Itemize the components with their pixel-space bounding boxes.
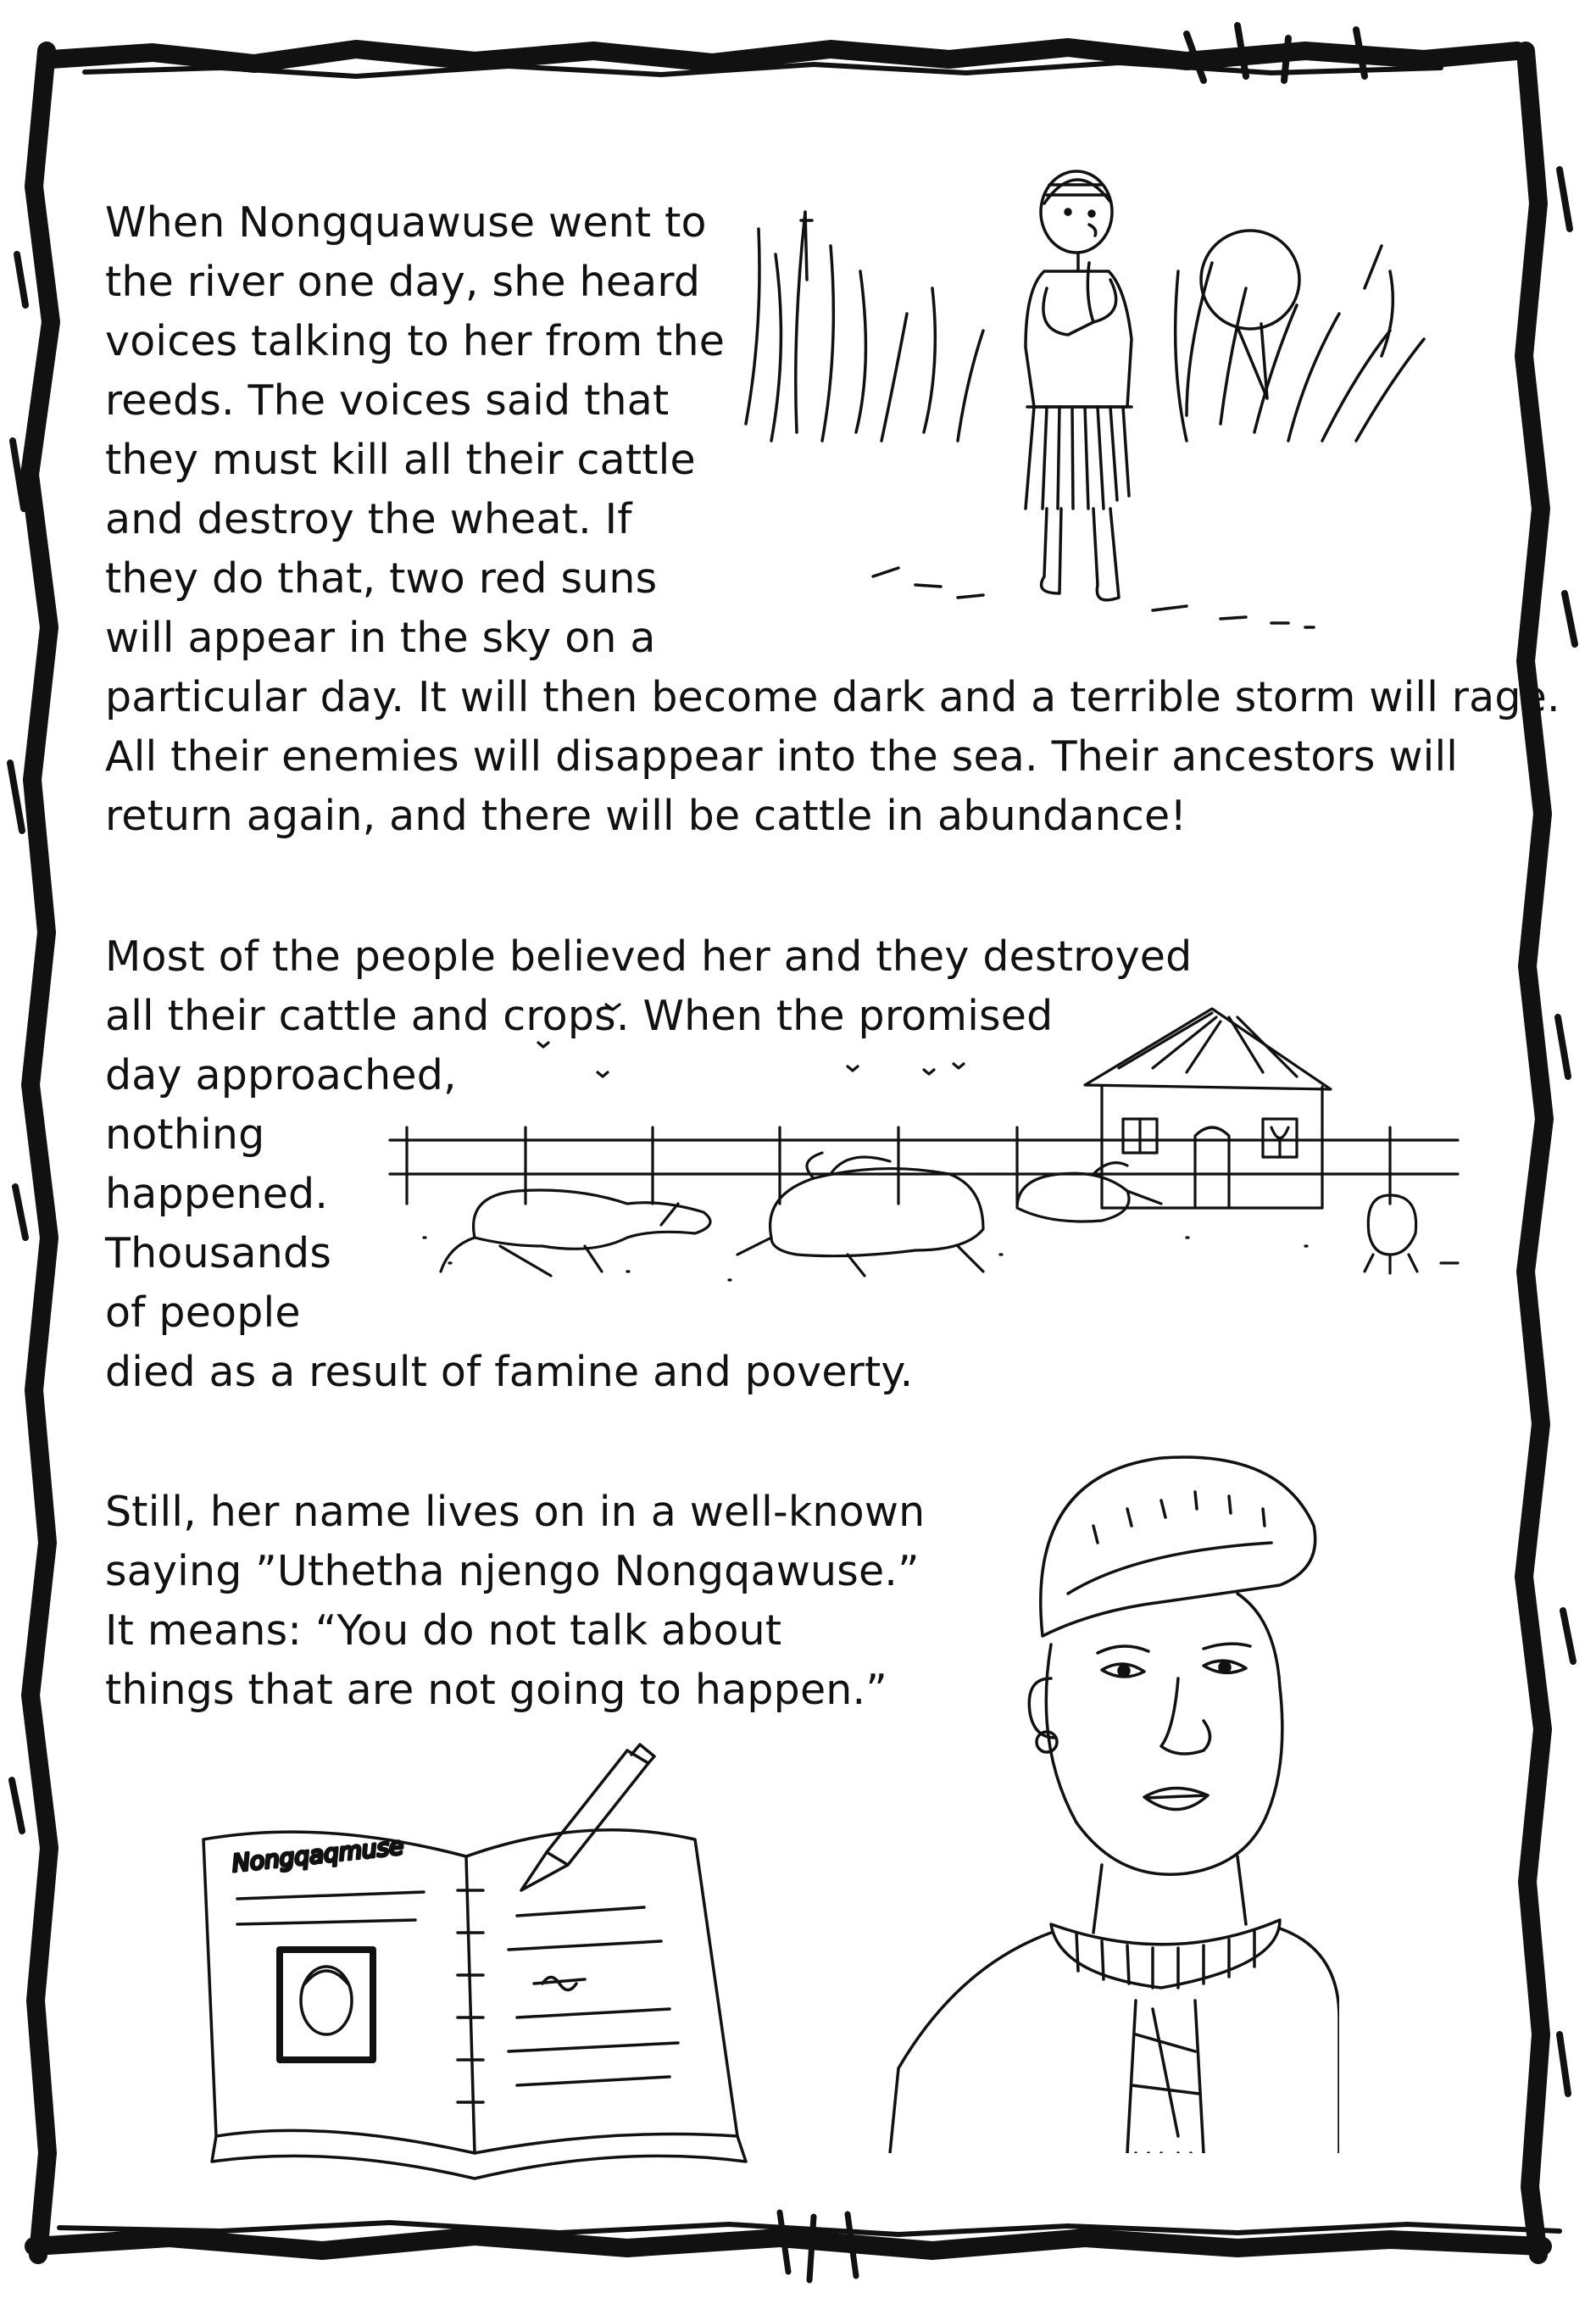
open-book-with-pen-illustration [186, 1738, 814, 2187]
woman-portrait-illustration [881, 1424, 1339, 2153]
paragraph-2-line: died as a result of famine and poverty. [105, 1348, 914, 1396]
paragraph-1-line: and destroy the wheat. If [105, 495, 632, 543]
paragraph-1-line: reeds. The voices said that [105, 376, 670, 425]
paragraph-3-line: things that are not going to happen.” [105, 1666, 887, 1714]
paragraph-1-line: When Nongquawuse went to [105, 198, 707, 247]
paragraph-2-line: Most of the people believed her and they destroyed [105, 932, 1193, 981]
paragraph-2-line: of people [105, 1288, 301, 1337]
paragraph-2-line: happened. [105, 1170, 329, 1218]
paragraph-1-line: they do that, two red suns [105, 554, 658, 603]
paragraph-2-line: day approached, [105, 1051, 457, 1099]
paragraph-3-line: It means: “You do not talk about [105, 1606, 782, 1655]
paragraph-1-line: the river one day, she heard [105, 258, 701, 306]
paragraph-1-line: return again, and there will be cattle in abundance! [105, 792, 1187, 840]
paragraph-1-line: voices talking to her from the [105, 317, 726, 365]
paragraph-3-line: Still, her name lives on in a well-known [105, 1488, 926, 1536]
book-handwriting: Nongqaqmuse [231, 1831, 405, 1878]
paragraph-1-line: they must kill all their cattle [105, 436, 696, 484]
paragraph-2-line: Thousands [105, 1229, 332, 1277]
paragraph-1-line: particular day. It will then become dark and a terrible storm will rage. [105, 673, 1560, 721]
paragraph-2-line: all their cattle and crops. When the promised [105, 992, 1054, 1040]
paragraph-2-line: nothing [105, 1110, 265, 1159]
paragraph-1-line: All their enemies will disappear into the sea. Their ancestors will [105, 732, 1459, 781]
paragraph-1-line: will appear in the sky on a [105, 614, 656, 662]
dead-cattle-hut-illustration [373, 992, 1500, 1314]
paragraph-3-line: saying ”Uthetha njengo Nongqawuse.” [105, 1547, 920, 1595]
girl-in-reeds-illustration [712, 161, 1458, 636]
